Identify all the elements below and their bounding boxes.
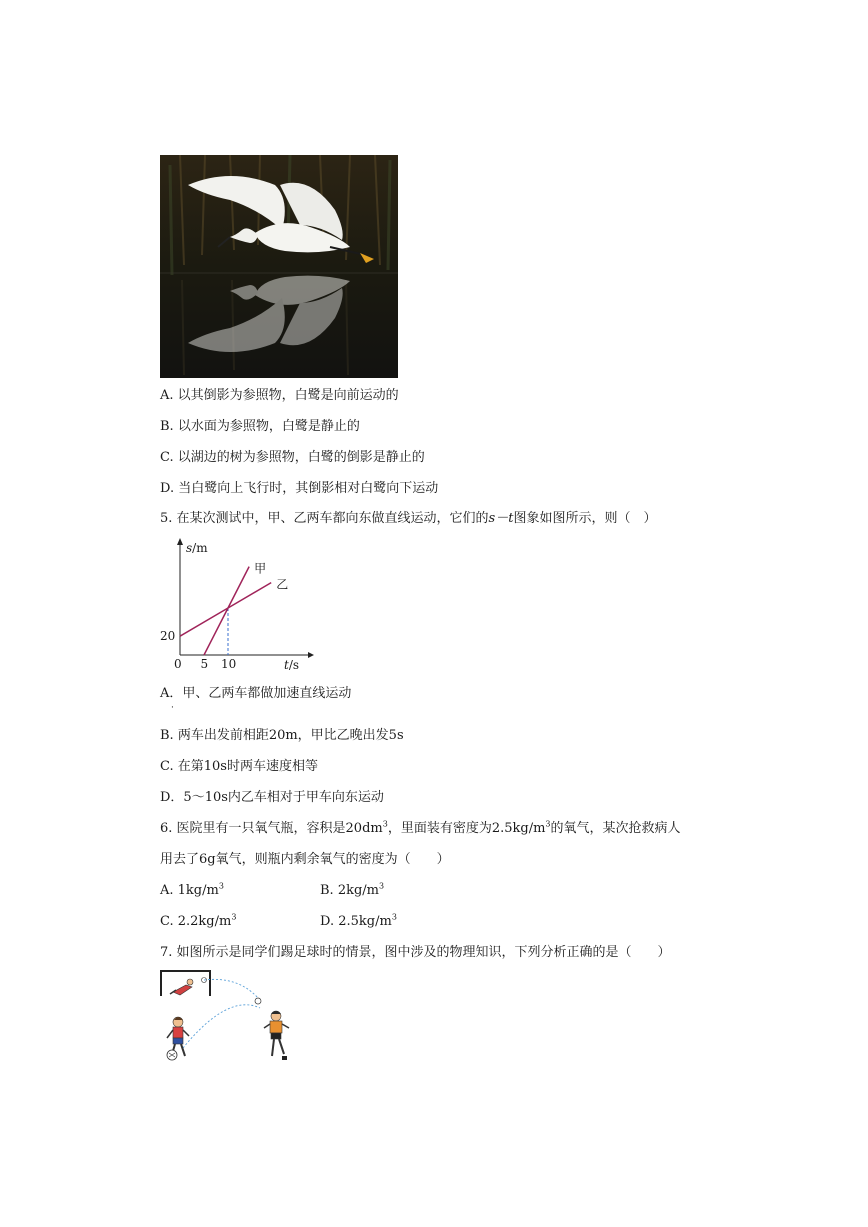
q6-option-a-text: A. 1kg/m [160, 883, 219, 898]
q6-option-b-sup: 3 [379, 881, 385, 891]
q4-option-d: D. 当白鹭向上飞行时，其倒影相对白鹭向下运动 [160, 481, 439, 496]
football-scene-image [158, 968, 304, 1068]
series-line-jia [204, 567, 249, 655]
player-right [264, 1011, 289, 1060]
x-tick-label-0: 0 [174, 657, 182, 671]
egret-photo-image [160, 155, 398, 378]
y-axis-arrow [177, 538, 183, 545]
q7-stem: 7. 如图所示是同学们踢足球时的情景，图中涉及的物理知识，下列分析正确的是（ ） [160, 945, 671, 960]
football-scene [158, 968, 304, 1068]
egret-photo [160, 155, 398, 378]
series-line-yi [180, 583, 271, 637]
stray-dot: · [171, 703, 174, 713]
x-axis-label: t/s [284, 658, 300, 672]
q4-option-c: C. 以湖边的树为参照物，白鹭的倒影是静止的 [160, 450, 425, 465]
q6-stem-sup-2: 3 [545, 819, 551, 829]
q5-stem-symbol: s－t [488, 511, 514, 526]
series-label-yi: 乙 [276, 577, 289, 592]
x-axis-arrow [308, 652, 314, 658]
q6-stem-line1-b: ，里面装有密度为2.5kg/m [387, 821, 546, 836]
q5-option-c: C. 在第10s时两车速度相等 [160, 759, 318, 774]
q6-stem-line1-c: 的氧气，某次抢救病人 [550, 821, 681, 836]
goal-frame [161, 971, 210, 996]
q4-option-a: A. 以其倒影为参照物，白鹭是向前运动的 [160, 388, 399, 403]
q5-option-b: B. 两车出发前相距20m，甲比乙晚出发5s [160, 728, 404, 743]
q6-option-d [320, 913, 397, 931]
q5-stem-after: 图象如图所示，则（ ） [513, 511, 657, 526]
x-tick-label-5: 5 [200, 657, 209, 671]
q5-stem-before: 5. 在某次测试中，甲、乙两车都向东做直线运动，它们的 [160, 511, 489, 526]
q4-option-b: B. 以水面为参照物，白鹭是静止的 [160, 419, 360, 434]
q6-option-c-sup: 3 [231, 912, 237, 922]
q6-option-a-sup: 3 [218, 881, 224, 891]
player-left [167, 1017, 189, 1060]
y-tick-label-20: 20 [160, 629, 176, 644]
q6-stem-sup-1: 3 [382, 819, 388, 829]
q6-option-b [320, 882, 384, 900]
q6-option-d-sup: 3 [391, 912, 397, 922]
q6-stem-line1-a: 6. 医院里有一只氧气瓶，容积是20dm [160, 821, 383, 836]
q6-option-c-text: C. 2.2kg/m [160, 914, 232, 929]
q6-option-a [160, 882, 224, 900]
st-chart [158, 535, 318, 675]
q6-stem-line2: 用去了6g氧气，则瓶内剩余氧气的密度为（ ） [160, 852, 450, 867]
st-chart-svg [158, 535, 318, 675]
x-tick-label-10: 10 [221, 657, 237, 671]
q5-option-a: A．甲、乙两车都做加速直线运动 [160, 686, 352, 701]
q6-option-c [160, 913, 236, 931]
q6-stem-line1 [160, 820, 681, 838]
y-axis-label: s/m [186, 541, 208, 555]
q6-option-d-text: D. 2.5kg/m [320, 914, 392, 929]
q6-option-b-text: B. 2kg/m [320, 883, 379, 898]
goalkeeper [170, 978, 207, 996]
q5-option-d: D．5～10s内乙车相对于甲车向东运动 [160, 790, 384, 805]
series-label-jia: 甲 [254, 561, 267, 576]
q5-stem [160, 510, 656, 528]
